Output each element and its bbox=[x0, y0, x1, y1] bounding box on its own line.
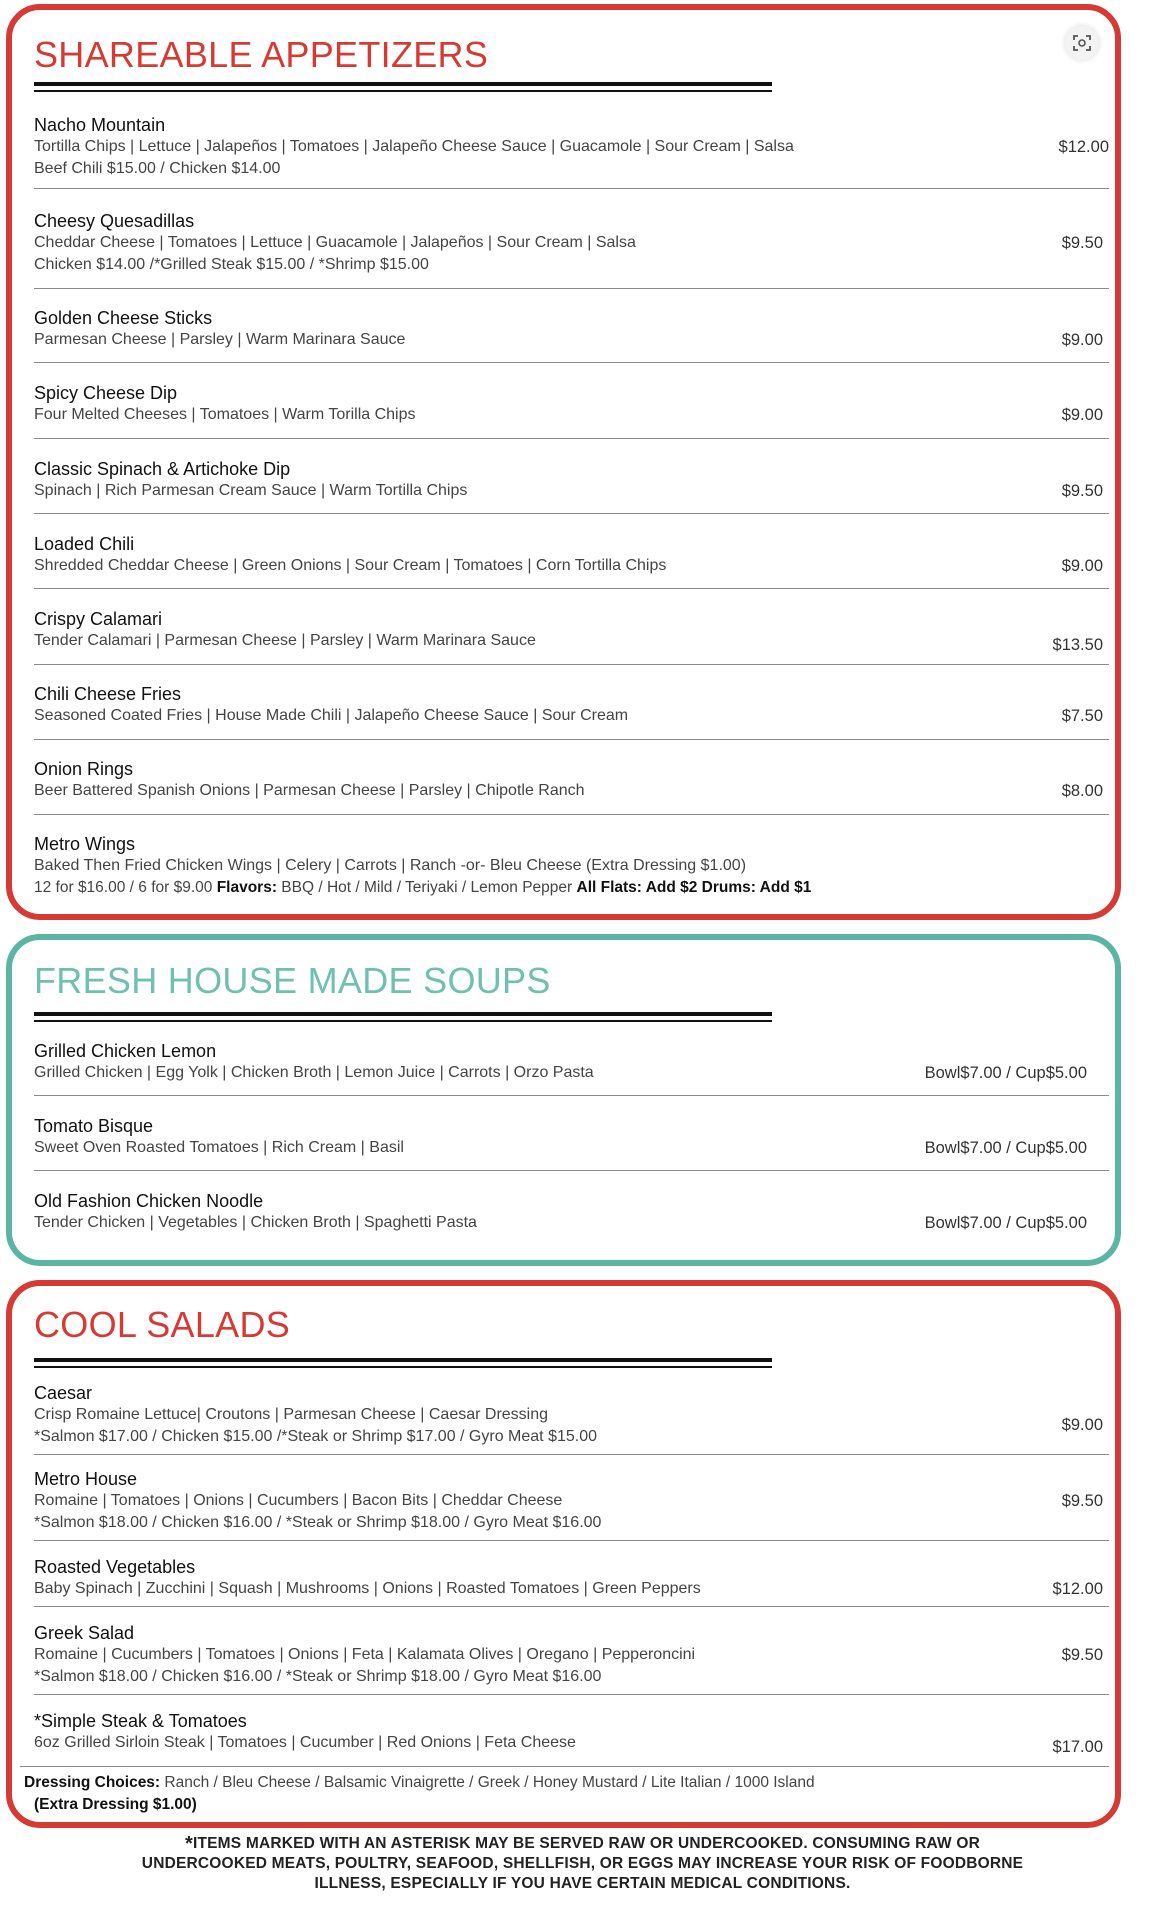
item-name: Classic Spinach & Artichoke Dip bbox=[34, 459, 291, 479]
title-rule bbox=[34, 1020, 772, 1022]
item-name: Caesar bbox=[34, 1383, 93, 1403]
item-separator bbox=[34, 814, 1109, 815]
item-addons: Beef Chili $15.00 / Chicken $14.00 bbox=[34, 160, 281, 177]
item-description: Cheddar Cheese | Tomatoes | Lettuce | Guacamole | Jalapeños | Sour Cream | Salsa bbox=[34, 234, 636, 251]
item-separator bbox=[34, 188, 1109, 189]
flavors-label: Flavors: bbox=[216, 879, 277, 896]
item-price: $8.00 bbox=[1061, 782, 1103, 800]
scan-icon[interactable] bbox=[1065, 26, 1099, 60]
title-rule bbox=[34, 1366, 772, 1368]
item-name: Old Fashion Chicken Noodle bbox=[34, 1191, 264, 1211]
item-description: Parmesan Cheese | Parsley | Warm Marinara Sauce bbox=[34, 331, 406, 348]
item-description: Tender Chicken | Vegetables | Chicken Broth | Spaghetti Pasta bbox=[34, 1214, 477, 1231]
item-separator bbox=[34, 588, 1109, 589]
item-price: $9.50 bbox=[1061, 1646, 1103, 1664]
item-name: Crispy Calamari bbox=[34, 609, 163, 629]
raw-food-disclaimer bbox=[0, 1834, 1165, 1894]
asterisk-mark: * bbox=[184, 1833, 193, 1855]
soups-section bbox=[6, 934, 1121, 1266]
menu-item bbox=[34, 1622, 1109, 1688]
title-rule bbox=[34, 1358, 772, 1362]
item-price: Bowl$7.00 / Cup$5.00 bbox=[924, 1139, 1087, 1157]
item-price: $9.50 bbox=[1061, 482, 1103, 500]
item-price: $9.00 bbox=[1061, 331, 1103, 349]
item-price: $9.00 bbox=[1061, 1416, 1103, 1434]
menu-item bbox=[34, 1382, 1109, 1448]
title-rule bbox=[34, 1012, 772, 1016]
item-separator bbox=[34, 362, 1109, 363]
item-separator bbox=[34, 438, 1109, 439]
menu-item bbox=[34, 382, 1109, 426]
item-name: Tomato Bisque bbox=[34, 1116, 154, 1136]
item-price: Bowl$7.00 / Cup$5.00 bbox=[924, 1064, 1087, 1082]
item-name: Cheesy Quesadillas bbox=[34, 211, 195, 231]
appetizers-title: SHAREABLE APPETIZERS bbox=[34, 34, 489, 75]
menu-item bbox=[34, 1040, 1109, 1084]
item-separator bbox=[34, 288, 1109, 289]
item-separator bbox=[34, 1170, 1109, 1171]
salads-section bbox=[6, 1280, 1121, 1828]
menu-item bbox=[34, 1115, 1109, 1159]
item-description: Beer Battered Spanish Onions | Parmesan Cheese | Parsley | Chipotle Ranch bbox=[34, 782, 585, 799]
item-name: Greek Salad bbox=[34, 1623, 135, 1643]
item-price: $13.50 bbox=[1052, 636, 1103, 654]
menu-item-wings bbox=[34, 833, 1109, 899]
disclaimer-line-3: ILLNESS, ESPECIALLY IF YOU HAVE CERTAIN MEDICAL CONDITIONS. bbox=[314, 1875, 851, 1892]
item-addons: *Salmon $18.00 / Chicken $16.00 / *Steak or Shrimp $18.00 / Gyro Meat $16.00 bbox=[34, 1668, 602, 1685]
dressing-list: Ranch / Bleu Cheese / Balsamic Vinaigrette / Greek / Honey Mustard / Lite Italian / 1000 Island bbox=[160, 1774, 815, 1791]
item-separator bbox=[34, 1606, 1109, 1607]
item-description: Seasoned Coated Fries | House Made Chili | Jalapeño Cheese Sauce | Sour Cream bbox=[34, 707, 629, 724]
item-name: Nacho Mountain bbox=[34, 115, 166, 135]
item-price: $9.00 bbox=[1061, 406, 1103, 424]
disclaimer-line-2: UNDERCOOKED MEATS, POULTRY, SEAFOOD, SHELLFISH, OR EGGS MAY INCREASE YOUR RISK OF FOODBORNE bbox=[141, 1855, 1024, 1872]
item-separator bbox=[20, 1766, 1109, 1767]
menu-item bbox=[34, 1710, 1109, 1754]
item-description: Grilled Chicken | Egg Yolk | Chicken Broth | Lemon Juice | Carrots | Orzo Pasta bbox=[34, 1064, 594, 1081]
item-price: $12.00 bbox=[1052, 1580, 1103, 1598]
item-description: Spinach | Rich Parmesan Cream Sauce | Warm Tortilla Chips bbox=[34, 482, 468, 499]
menu-item bbox=[34, 758, 1109, 802]
item-separator bbox=[34, 1454, 1109, 1455]
item-name: Loaded Chili bbox=[34, 534, 135, 554]
menu-item bbox=[34, 307, 1109, 351]
salads-title: COOL SALADS bbox=[34, 1304, 291, 1345]
item-description: Baby Spinach | Zucchini | Squash | Mushrooms | Onions | Roasted Tomatoes | Green Peppers bbox=[34, 1580, 701, 1597]
item-price: $9.50 bbox=[1061, 1492, 1103, 1510]
item-price: $7.50 bbox=[1061, 707, 1103, 725]
item-description: Shredded Cheddar Cheese | Green Onions | Sour Cream | Tomatoes | Corn Tortilla Chips bbox=[34, 557, 667, 574]
item-description: Romaine | Cucumbers | Tomatoes | Onions | Feta | Kalamata Olives | Oregano | Pepperoncini bbox=[34, 1646, 696, 1663]
item-name: Chili Cheese Fries bbox=[34, 684, 182, 704]
item-name: Spicy Cheese Dip bbox=[34, 383, 178, 403]
item-description: Four Melted Cheeses | Tomatoes | Warm Torilla Chips bbox=[34, 406, 416, 423]
menu-item bbox=[34, 608, 1109, 652]
item-separator bbox=[34, 1540, 1109, 1541]
disclaimer-line-1 bbox=[0, 1834, 1165, 1854]
item-separator bbox=[34, 1095, 1109, 1096]
soups-title: FRESH HOUSE MADE SOUPS bbox=[34, 960, 551, 1001]
menu-item bbox=[34, 1556, 1109, 1600]
flavors-list: BBQ / Hot / Mild / Teriyaki / Lemon Pepper bbox=[277, 879, 577, 896]
item-description: Tortilla Chips | Lettuce | Jalapeños | Tomatoes | Jalapeño Cheese Sauce | Guacamole | Sour Cream | Salsa bbox=[34, 138, 794, 155]
item-description: Baked Then Fried Chicken Wings | Celery | Carrots | Ranch -or- Bleu Cheese (Extra Dressing $1.00) bbox=[34, 857, 747, 874]
item-price: $12.00 bbox=[1058, 138, 1109, 156]
item-separator bbox=[34, 1694, 1109, 1695]
item-name: Golden Cheese Sticks bbox=[34, 308, 213, 328]
item-separator bbox=[34, 664, 1109, 665]
menu-item bbox=[34, 683, 1109, 727]
item-addons: *Salmon $18.00 / Chicken $16.00 / *Steak or Shrimp $18.00 / Gyro Meat $16.00 bbox=[34, 1514, 602, 1531]
title-rule bbox=[34, 82, 772, 86]
item-separator bbox=[34, 739, 1109, 740]
item-description: Tender Calamari | Parmesan Cheese | Parsley | Warm Marinara Sauce bbox=[34, 632, 536, 649]
disclaimer-text: ITEMS MARKED WITH AN ASTERISK MAY BE SERVED RAW OR UNDERCOOKED. CONSUMING RAW OR bbox=[192, 1835, 980, 1852]
item-addons: *Salmon $17.00 / Chicken $15.00 /*Steak or Shrimp $17.00 / Gyro Meat $15.00 bbox=[34, 1428, 597, 1445]
menu-item bbox=[34, 533, 1109, 577]
item-description: Crisp Romaine Lettuce| Croutons | Parmesan Cheese | Caesar Dressing bbox=[34, 1406, 549, 1423]
item-price: Bowl$7.00 / Cup$5.00 bbox=[924, 1214, 1087, 1232]
wings-counts: 12 for $16.00 / 6 for $9.00 bbox=[34, 879, 217, 896]
item-name: *Simple Steak & Tomatoes bbox=[34, 1711, 247, 1731]
title-rule bbox=[34, 90, 772, 92]
item-name: Roasted Vegetables bbox=[34, 1557, 196, 1577]
menu-item bbox=[34, 114, 1109, 180]
item-price: $9.50 bbox=[1061, 234, 1103, 252]
dressing-label: Dressing Choices: bbox=[24, 1774, 161, 1791]
item-name: Metro Wings bbox=[34, 834, 136, 854]
item-separator bbox=[34, 513, 1109, 514]
menu-item bbox=[34, 1190, 1109, 1234]
item-name: Metro House bbox=[34, 1469, 138, 1489]
item-name: Onion Rings bbox=[34, 759, 134, 779]
dressing-choices bbox=[24, 1772, 1109, 1816]
appetizers-section bbox=[6, 4, 1121, 920]
menu-item bbox=[34, 458, 1109, 502]
item-name: Grilled Chicken Lemon bbox=[34, 1041, 217, 1061]
menu-item bbox=[34, 1468, 1109, 1534]
item-description: 6oz Grilled Sirloin Steak | Tomatoes | Cucumber | Red Onions | Feta Cheese bbox=[34, 1734, 576, 1751]
item-description: Sweet Oven Roasted Tomatoes | Rich Cream | Basil bbox=[34, 1139, 404, 1156]
dressing-extra: (Extra Dressing $1.00) bbox=[34, 1796, 197, 1813]
dressing-line bbox=[24, 1772, 1109, 1794]
menu-item bbox=[34, 210, 1109, 276]
item-addons: Chicken $14.00 /*Grilled Steak $15.00 / *Shrimp $15.00 bbox=[34, 256, 429, 273]
wings-options bbox=[34, 877, 1109, 899]
item-description: Romaine | Tomatoes | Onions | Cucumbers | Bacon Bits | Cheddar Cheese bbox=[34, 1492, 563, 1509]
item-price: $9.00 bbox=[1061, 557, 1103, 575]
item-price: $17.00 bbox=[1052, 1738, 1103, 1756]
flats-drums: All Flats: Add $2 Drums: Add $1 bbox=[576, 879, 812, 896]
